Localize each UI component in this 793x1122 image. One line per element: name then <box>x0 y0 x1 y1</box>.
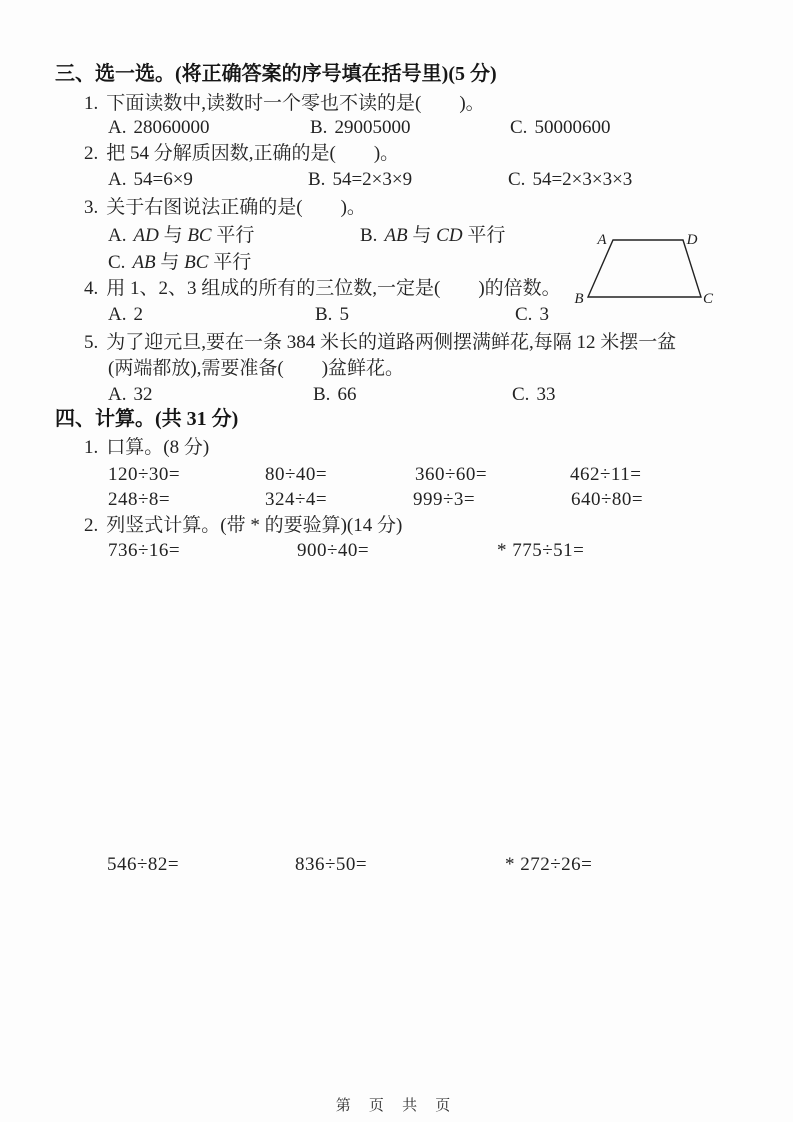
vertex-label-a: A <box>597 232 607 248</box>
section-calc-title: 四、计算。(共 31 分) <box>55 408 239 430</box>
vertical-calc-title: 列竖式计算。(带 * 的要验算)(14 分) <box>106 515 403 536</box>
option-value: 66 <box>337 384 357 405</box>
option-value: 32 <box>133 384 153 405</box>
option-value: 50000600 <box>534 117 611 138</box>
option-label: A. <box>108 384 127 405</box>
option-label: A. <box>108 117 127 138</box>
segment-name: BC <box>184 252 209 273</box>
question-1-text: 下面读数中,读数时一个零也不读的是( )。 <box>106 93 485 114</box>
question-2-number: 2. <box>84 143 99 164</box>
question-1-number: 1. <box>84 93 99 114</box>
option-label: C. <box>510 117 528 138</box>
option-text: 平行 <box>462 225 506 246</box>
oral-item-7: 999÷3= <box>413 489 476 510</box>
option-value: 54=2×3×9 <box>332 169 413 190</box>
segment-name: AB <box>384 225 408 246</box>
option-value: 28060000 <box>133 117 210 138</box>
option-value: 54=6×9 <box>133 169 193 190</box>
question-4-text: 用 1、2、3 组成的所有的三位数,一定是( )的倍数。 <box>106 278 561 299</box>
q2-option-a <box>108 168 193 191</box>
oral-item-4: 462÷11= <box>570 464 642 485</box>
option-text: 与 <box>407 225 437 246</box>
question-4 <box>84 277 561 300</box>
segment-name: AD <box>133 225 159 246</box>
q1-option-a <box>108 116 209 139</box>
question-5-number: 5. <box>84 332 99 353</box>
option-label: B. <box>310 117 328 138</box>
question-2-text: 把 54 分解质因数,正确的是( )。 <box>106 143 400 164</box>
option-label: A. <box>108 304 127 325</box>
vertical-item-2: 900÷40= <box>297 540 370 561</box>
question-1 <box>84 92 485 115</box>
trapezoid-figure <box>570 225 725 310</box>
option-value: 3 <box>539 304 549 325</box>
q3-option-a <box>108 224 254 247</box>
q1-option-c <box>510 116 610 139</box>
oral-calc-title: 口算。(8 分) <box>106 437 210 458</box>
section-choose-title: 三、选一选。(将正确答案的序号填在括号里)(5 分) <box>55 63 497 85</box>
q3-option-c <box>108 251 251 274</box>
segment-name: BC <box>187 225 212 246</box>
option-label: C. <box>508 169 526 190</box>
vertex-label-b: B <box>574 291 584 307</box>
question-3-text: 关于右图说法正确的是( )。 <box>106 197 366 218</box>
option-label: B. <box>315 304 333 325</box>
option-value: 5 <box>339 304 349 325</box>
vertical-item-4: 546÷82= <box>107 854 180 875</box>
option-label: B. <box>360 225 378 246</box>
segment-name: CD <box>436 225 463 246</box>
trapezoid-outline <box>588 240 701 297</box>
vertical-item-6: * 272÷26= <box>505 854 593 875</box>
q4-option-a <box>108 303 143 326</box>
q1-option-b <box>310 116 410 139</box>
segment-name: AB <box>132 252 156 273</box>
option-text: 平行 <box>211 225 255 246</box>
option-label: C. <box>515 304 533 325</box>
option-text: 与 <box>155 252 185 273</box>
question-4-number: 4. <box>84 278 99 299</box>
q4-option-c <box>515 303 549 326</box>
vertical-calc-heading <box>84 514 402 537</box>
question-3 <box>84 196 366 219</box>
oral-item-6: 324÷4= <box>265 489 328 510</box>
option-value: 54=2×3×3×3 <box>532 169 633 190</box>
question-5-text-line1: 为了迎元旦,要在一条 384 米长的道路两侧摆满鲜花,每隔 12 米摆一盆 <box>106 332 677 353</box>
question-5-continued <box>108 357 404 380</box>
option-label: C. <box>512 384 530 405</box>
q4-option-b <box>315 303 349 326</box>
vertical-calc-number: 2. <box>84 515 99 536</box>
q5-option-a <box>108 383 152 406</box>
oral-item-3: 360÷60= <box>415 464 488 485</box>
option-label: C. <box>108 252 126 273</box>
q5-option-c <box>512 383 555 406</box>
oral-item-8: 640÷80= <box>571 489 644 510</box>
option-value: 29005000 <box>334 117 411 138</box>
q2-option-c <box>508 168 632 191</box>
question-5 <box>84 331 676 354</box>
vertex-label-d: D <box>686 232 698 248</box>
q2-option-b <box>308 168 412 191</box>
option-label: B. <box>308 169 326 190</box>
question-3-number: 3. <box>84 197 99 218</box>
vertical-item-5: 836÷50= <box>295 854 368 875</box>
q5-option-b <box>313 383 356 406</box>
question-2 <box>84 142 399 165</box>
option-label: A. <box>108 169 127 190</box>
oral-calc-number: 1. <box>84 437 99 458</box>
oral-calc-heading <box>84 436 209 459</box>
option-text: 平行 <box>208 252 252 273</box>
vertical-item-3: * 775÷51= <box>497 540 585 561</box>
option-label: B. <box>313 384 331 405</box>
oral-item-1: 120÷30= <box>108 464 181 485</box>
oral-item-2: 80÷40= <box>265 464 328 485</box>
option-text: 与 <box>158 225 188 246</box>
option-value: 2 <box>133 304 143 325</box>
vertical-item-1: 736÷16= <box>108 540 181 561</box>
page-footer: 第 页 共 页 <box>335 1097 458 1114</box>
question-5-text-line2: (两端都放),需要准备( )盆鲜花。 <box>108 358 405 379</box>
oral-item-5: 248÷8= <box>108 489 171 510</box>
q3-option-b <box>360 224 505 247</box>
option-label: A. <box>108 225 127 246</box>
option-value: 33 <box>536 384 556 405</box>
vertex-label-c: C <box>702 291 714 307</box>
